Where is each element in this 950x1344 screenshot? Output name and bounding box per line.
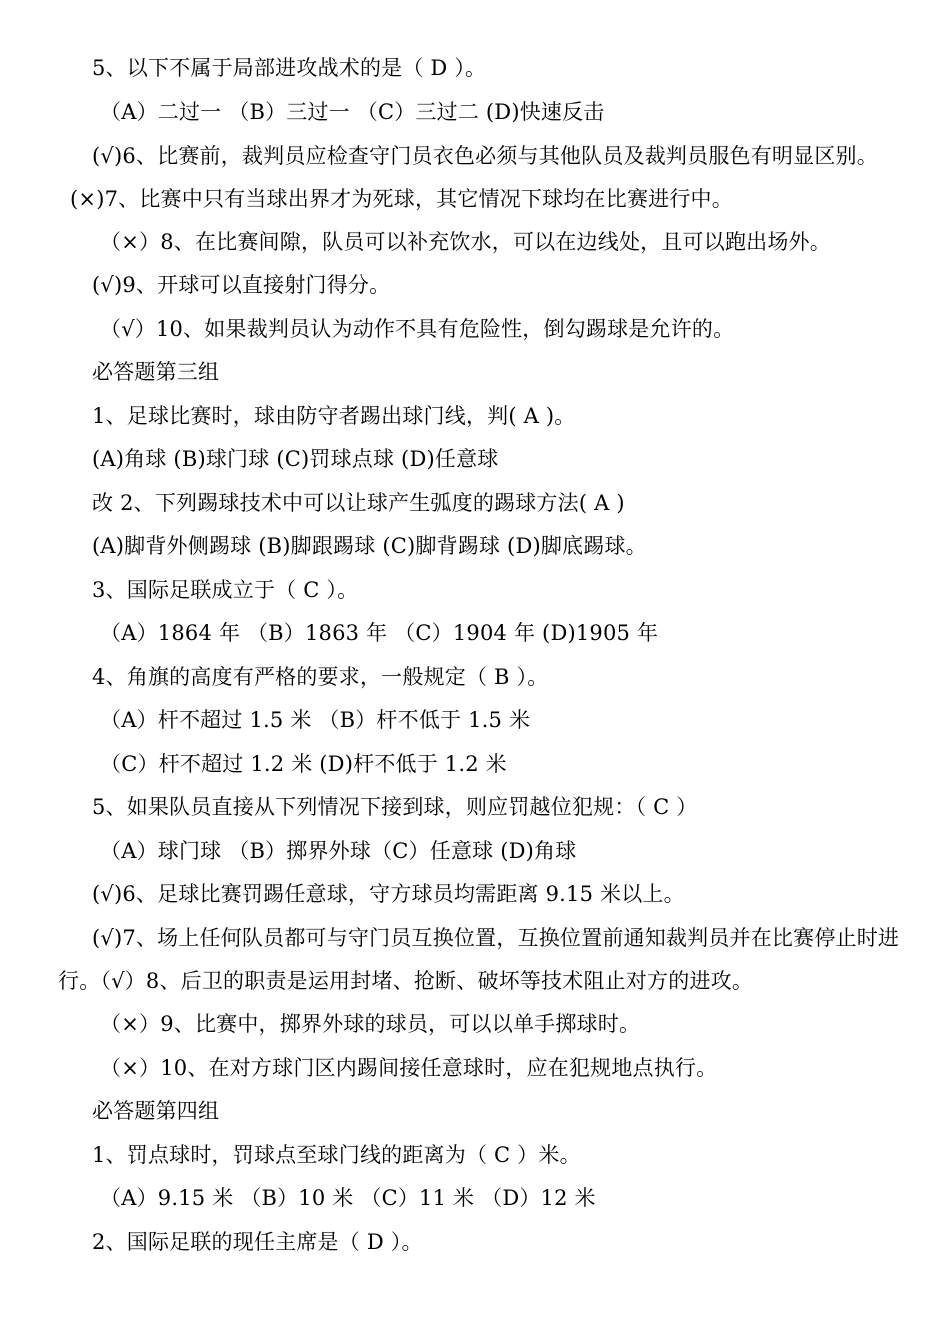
section-heading-group-3: 必答题第三组 — [92, 360, 220, 384]
question-5-options: （A）二过一 （B）三过一 （C）三过二 (D)快速反击 — [100, 100, 605, 124]
judgement-6-free-kick-distance: (√)6、足球比赛罚踢任意球，守方球员均需距离 9.15 米以上。 — [92, 882, 685, 906]
question-1-penalty-distance: 1、罚点球时，罚球点至球门线的距离为（ C ）米。 — [92, 1143, 581, 1167]
judgement-10-indirect-free-kick: （×）10、在对方球门区内踢间接任意球时，应在犯规地点执行。 — [100, 1056, 718, 1080]
section-heading-group-4: 必答题第四组 — [92, 1099, 220, 1123]
question-5-local-attack: 5、以下不属于局部进攻战术的是（ D ）。 — [92, 56, 487, 80]
question-1-penalty-options: （A）9.15 米 （B）10 米 （C）11 米 （D）12 米 — [100, 1186, 596, 1210]
question-2-fifa-president: 2、国际足联的现任主席是（ D ）。 — [92, 1230, 423, 1254]
question-2-curve-kick: 改 2、下列踢球技术中可以让球产生弧度的踢球方法( A ) — [92, 491, 625, 515]
judgement-7-8-paragraph: (√)7、场上任何队员都可与守门员互换位置，互换位置前通知裁判员并在比赛停止时进行。（√）8、后卫的职责是运用封堵、抢断、破坏等技术阻止对方的进攻。 — [58, 926, 900, 993]
judgement-6-goalkeeper-color: (√)6、比赛前，裁判员应检查守门员衣色必须与其他队员及裁判员服色有明显区别。 — [92, 144, 878, 168]
question-4-options-ab: （A）杆不超过 1.5 米 （B）杆不低于 1.5 米 — [100, 708, 531, 732]
judgement-10-bicycle-kick: （√）10、如果裁判员认为动作不具有危险性，倒勾踢球是允许的。 — [100, 317, 735, 341]
question-2-options: (A)脚背外侧踢球 (B)脚跟踢球 (C)脚背踢球 (D)脚底踢球。 — [92, 534, 647, 558]
question-5-offside-options: （A）球门球 （B）掷界外球（C）任意球 (D)角球 — [100, 839, 577, 863]
question-1-defender-kick: 1、足球比赛时，球由防守者踢出球门线，判( A )。 — [92, 404, 576, 428]
judgement-9-throw-in: （×）9、比赛中，掷界外球的球员，可以以单手掷球时。 — [100, 1012, 641, 1036]
judgement-8-drinking: （×）8、在比赛间隙，队员可以补充饮水，可以在边线处，且可以跑出场外。 — [100, 230, 831, 254]
question-5-offside: 5、如果队员直接从下列情况下接到球，则应罚越位犯规：（ C ） — [92, 795, 698, 819]
question-3-options: （A）1864 年 （B）1863 年 （C）1904 年 (D)1905 年 — [100, 621, 659, 645]
judgement-7-dead-ball: (×)7、比赛中只有当球出界才为死球，其它情况下球均在比赛进行中。 — [70, 187, 733, 211]
judgement-9-kickoff: (√)9、开球可以直接射门得分。 — [92, 273, 391, 297]
question-4-options-cd: （C）杆不超过 1.2 米 (D)杆不低于 1.2 米 — [100, 752, 507, 776]
question-1-options: (A)角球 (B)球门球 (C)罚球点球 (D)任意球 — [92, 447, 499, 471]
question-3-fifa-founded: 3、国际足联成立于（ C ）。 — [92, 578, 359, 602]
question-4-corner-flag: 4、角旗的高度有严格的要求，一般规定（ B ）。 — [92, 665, 549, 689]
